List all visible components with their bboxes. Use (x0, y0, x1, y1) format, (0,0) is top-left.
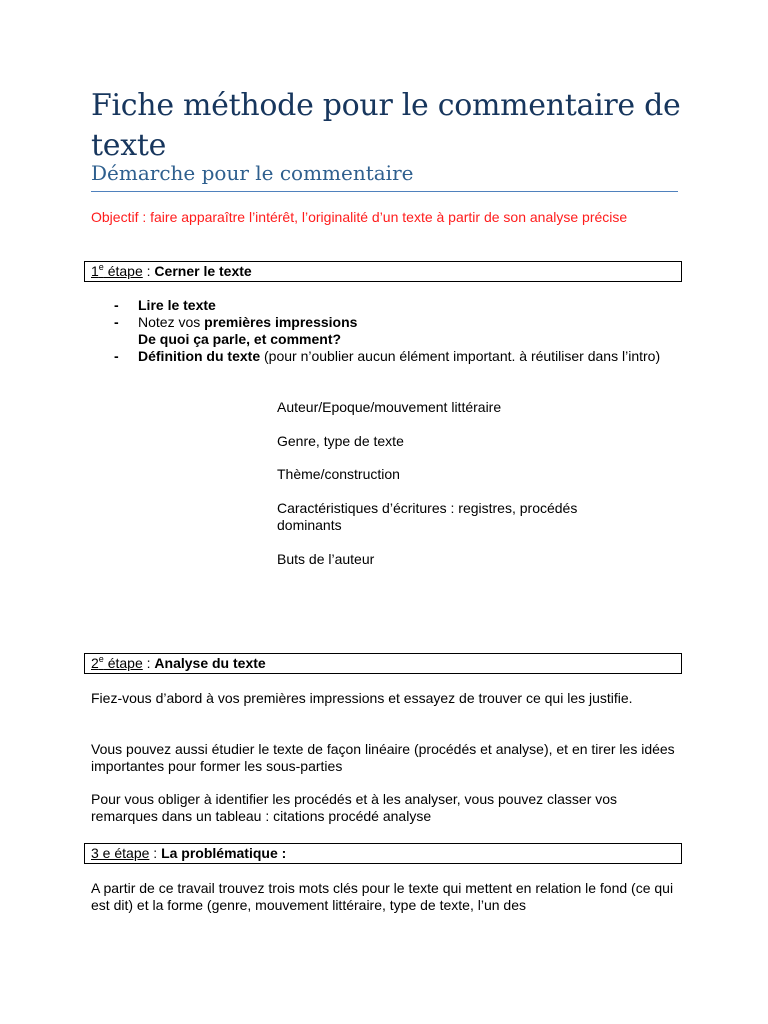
detail-writing: Caractéristiques d’écritures : registres, procédés dominants (277, 500, 578, 533)
page-subtitle: Démarche pour le commentaire (91, 161, 414, 185)
list-dash: - (114, 314, 119, 330)
page-title: Fiche méthode pour le commentaire de texte (91, 88, 681, 163)
step-1-separator: : (142, 263, 155, 279)
step-3-number: 3 e étape (91, 845, 150, 861)
step-3-paragraph: A partir de ce travail trouvez trois mots clés pour le texte qui mettent en relation le fond (ce qui est dit) et la forme (genre, mouvement littéraire, type de texte, l’un des (91, 880, 674, 913)
detail-author: Auteur/Epoque/mouvement littéraire (277, 399, 502, 415)
detail-theme: Thème/construction (277, 466, 400, 482)
list-item-text: Notez vos (138, 314, 205, 330)
step-2-number: 2e étape (91, 654, 143, 671)
list-dash: - (114, 297, 119, 313)
step-3-title: La problématique : (161, 845, 287, 861)
step-2-header (84, 653, 682, 674)
step-1-header (84, 261, 682, 282)
title-divider (91, 191, 678, 192)
step-1-title: Cerner le texte (154, 263, 252, 279)
step-2-title: Analyse du texte (154, 655, 266, 671)
list-item-text: (pour n’oublier aucun élément important. à réutiliser dans l’intro) (260, 348, 661, 364)
step-1-number: 1e étape (91, 262, 143, 279)
list-item-bold: Définition du texte (138, 348, 261, 364)
list-item-bold: premières impressions (204, 314, 358, 330)
list-item-bold-line2: De quoi ça parle, et comment? (138, 331, 342, 347)
step-3-header (84, 843, 682, 864)
step-2-paragraph-1: Fiez-vous d’abord à vos premières impressions et essayez de trouver ce qui les justifie. (91, 690, 633, 706)
step-2-separator: : (142, 655, 155, 671)
detail-genre: Genre, type de texte (277, 433, 404, 449)
step-2-paragraph-3: Pour vous obliger à identifier les procédés et à les analyser, vous pouvez classer vos remarques dans un tableau : citations procédé analyse (91, 791, 618, 824)
detail-goals: Buts de l’auteur (277, 551, 375, 567)
list-item-text: Lire le texte (138, 297, 216, 313)
objective-text: Objectif : faire apparaître l’intérêt, l’originalité d’un texte à partir de son analyse précise (91, 209, 628, 225)
list-item (110, 348, 670, 365)
list-item (110, 314, 670, 348)
step-2-paragraph-2: Vous pouvez aussi étudier le texte de façon linéaire (procédés et analyse), et en tirer les idées importantes pour former les sous-parties (91, 741, 675, 774)
step-1-list (110, 297, 670, 365)
list-dash: - (114, 348, 119, 364)
step-3-separator: : (149, 845, 162, 861)
list-item (110, 297, 670, 314)
